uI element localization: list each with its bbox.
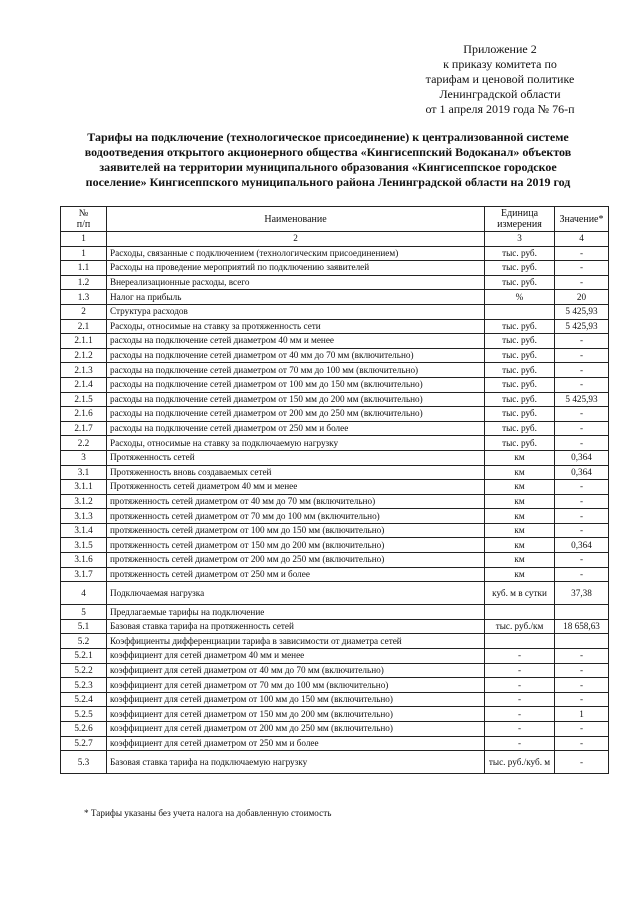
row-number: 3.1.5 bbox=[61, 538, 107, 553]
row-number: 1.3 bbox=[61, 290, 107, 305]
row-unit: тыс. руб. bbox=[485, 421, 555, 436]
index-cell: 4 bbox=[555, 232, 609, 247]
row-value: - bbox=[555, 567, 609, 582]
header-num-line1: № bbox=[78, 208, 89, 219]
row-unit: - bbox=[485, 649, 555, 664]
header-name: Наименование bbox=[107, 207, 485, 232]
row-name: расходы на подключение сетей диаметром от 70 мм до 100 мм (включительно) bbox=[107, 363, 485, 378]
row-unit: тыс. руб. bbox=[485, 392, 555, 407]
row-unit: тыс. руб. bbox=[485, 246, 555, 261]
row-name: коэффициент для сетей диаметром от 250 мм и более bbox=[107, 736, 485, 751]
row-name: Структура расходов bbox=[107, 304, 485, 319]
row-value: - bbox=[555, 509, 609, 524]
row-value: - bbox=[555, 275, 609, 290]
table-row bbox=[61, 553, 609, 568]
table-row bbox=[61, 567, 609, 582]
row-unit: км bbox=[485, 509, 555, 524]
row-value: 18 658,63 bbox=[555, 619, 609, 634]
row-value: - bbox=[555, 480, 609, 495]
row-number: 3.1 bbox=[61, 465, 107, 480]
row-unit: тыс. руб. bbox=[485, 348, 555, 363]
annex-line: Ленинградской области bbox=[439, 87, 561, 101]
row-unit: тыс. руб. bbox=[485, 407, 555, 422]
document-title bbox=[58, 130, 598, 190]
row-number: 2.1.1 bbox=[61, 334, 107, 349]
row-number: 5.2.2 bbox=[61, 663, 107, 678]
row-value: 5 425,93 bbox=[555, 319, 609, 334]
row-value: - bbox=[555, 407, 609, 422]
row-value: 5 425,93 bbox=[555, 392, 609, 407]
row-value: - bbox=[555, 246, 609, 261]
row-name: протяженность сетей диаметром от 70 мм до 100 мм (включительно) bbox=[107, 509, 485, 524]
table-row bbox=[61, 736, 609, 751]
row-number: 2 bbox=[61, 304, 107, 319]
index-cell: 2 bbox=[107, 232, 485, 247]
row-value bbox=[555, 605, 609, 620]
header-value: Значение* bbox=[555, 207, 609, 232]
row-unit: тыс. руб./куб. м bbox=[485, 751, 555, 774]
row-name: коэффициент для сетей диаметром от 70 мм до 100 мм (включительно) bbox=[107, 678, 485, 693]
row-unit: - bbox=[485, 736, 555, 751]
title-line: водоотведения открытого акционерного общества «Кингисеппский Водоканал» объектов bbox=[84, 145, 572, 159]
row-value: - bbox=[555, 261, 609, 276]
row-number: 4 bbox=[61, 582, 107, 605]
row-number: 3.1.6 bbox=[61, 553, 107, 568]
row-name: Протяженность вновь создаваемых сетей bbox=[107, 465, 485, 480]
table-row bbox=[61, 494, 609, 509]
row-value: 37,38 bbox=[555, 582, 609, 605]
row-value: 5 425,93 bbox=[555, 304, 609, 319]
row-value: 0,364 bbox=[555, 450, 609, 465]
row-number: 3 bbox=[61, 450, 107, 465]
row-value: - bbox=[555, 736, 609, 751]
row-number: 5.2.3 bbox=[61, 678, 107, 693]
table-body bbox=[61, 246, 609, 774]
table-row bbox=[61, 334, 609, 349]
row-unit: км bbox=[485, 450, 555, 465]
table-index-row bbox=[61, 232, 609, 247]
table-row bbox=[61, 649, 609, 664]
row-number: 5.2.1 bbox=[61, 649, 107, 664]
row-name: коэффициент для сетей диаметром от 150 мм до 200 мм (включительно) bbox=[107, 707, 485, 722]
row-name: расходы на подключение сетей диаметром от 40 мм до 70 мм (включительно) bbox=[107, 348, 485, 363]
row-value: - bbox=[555, 377, 609, 392]
row-name: Базовая ставка тарифа на подключаемую нагрузку bbox=[107, 751, 485, 774]
row-number: 2.1.3 bbox=[61, 363, 107, 378]
row-value: - bbox=[555, 363, 609, 378]
annex-line: от 1 апреля 2019 года № 76-п bbox=[425, 102, 575, 116]
row-unit: % bbox=[485, 290, 555, 305]
row-name: Налог на прибыль bbox=[107, 290, 485, 305]
row-number: 2.1 bbox=[61, 319, 107, 334]
row-name: Расходы на проведение мероприятий по подключению заявителей bbox=[107, 261, 485, 276]
row-name: протяженность сетей диаметром от 100 мм до 150 мм (включительно) bbox=[107, 523, 485, 538]
row-value: - bbox=[555, 348, 609, 363]
row-number: 2.1.7 bbox=[61, 421, 107, 436]
row-number: 5.2.4 bbox=[61, 692, 107, 707]
row-number: 2.1.4 bbox=[61, 377, 107, 392]
row-name: Базовая ставка тарифа на протяженность сетей bbox=[107, 619, 485, 634]
row-unit: км bbox=[485, 553, 555, 568]
row-name: Протяженность сетей bbox=[107, 450, 485, 465]
row-value bbox=[555, 634, 609, 649]
row-number: 2.1.2 bbox=[61, 348, 107, 363]
row-unit: км bbox=[485, 567, 555, 582]
row-value: - bbox=[555, 494, 609, 509]
table-row bbox=[61, 304, 609, 319]
row-unit: тыс. руб. bbox=[485, 261, 555, 276]
row-name: расходы на подключение сетей диаметром от 150 мм до 200 мм (включительно) bbox=[107, 392, 485, 407]
row-name: Подключаемая нагрузка bbox=[107, 582, 485, 605]
header-unit-line2: измерения bbox=[497, 219, 542, 230]
row-name: коэффициент для сетей диаметром от 40 мм до 70 мм (включительно) bbox=[107, 663, 485, 678]
row-value: - bbox=[555, 649, 609, 664]
row-unit: км bbox=[485, 494, 555, 509]
row-value: - bbox=[555, 678, 609, 693]
table-row bbox=[61, 692, 609, 707]
row-number: 5.1 bbox=[61, 619, 107, 634]
row-unit: тыс. руб. bbox=[485, 377, 555, 392]
index-cell: 1 bbox=[61, 232, 107, 247]
row-unit: тыс. руб. bbox=[485, 319, 555, 334]
table-row bbox=[61, 348, 609, 363]
title-line: заявителей на территории муниципального образования «Кингисеппское городское bbox=[99, 160, 557, 174]
title-line: Тарифы на подключение (технологическое присоединение) к централизованной системе bbox=[87, 130, 569, 144]
row-value: - bbox=[555, 751, 609, 774]
row-number: 1.1 bbox=[61, 261, 107, 276]
row-name: протяженность сетей диаметром от 250 мм и более bbox=[107, 567, 485, 582]
row-name: Расходы, относимые на ставку за протяженность сети bbox=[107, 319, 485, 334]
annex-line: Приложение 2 bbox=[463, 42, 537, 56]
table-row bbox=[61, 261, 609, 276]
row-value: 0,364 bbox=[555, 538, 609, 553]
row-value: - bbox=[555, 421, 609, 436]
table-row bbox=[61, 523, 609, 538]
row-unit: - bbox=[485, 692, 555, 707]
row-name: расходы на подключение сетей диаметром от 100 мм до 150 мм (включительно) bbox=[107, 377, 485, 392]
table-row bbox=[61, 678, 609, 693]
row-unit: тыс. руб. bbox=[485, 275, 555, 290]
row-number: 5.2 bbox=[61, 634, 107, 649]
row-unit: км bbox=[485, 538, 555, 553]
table-row bbox=[61, 392, 609, 407]
row-number: 1.2 bbox=[61, 275, 107, 290]
row-name: Коэффициенты дифференциации тарифа в зависимости от диаметра сетей bbox=[107, 634, 485, 649]
row-value: 1 bbox=[555, 707, 609, 722]
row-name: протяженность сетей диаметром от 150 мм до 200 мм (включительно) bbox=[107, 538, 485, 553]
table-row bbox=[61, 465, 609, 480]
table-row bbox=[61, 634, 609, 649]
row-value: - bbox=[555, 692, 609, 707]
row-value: - bbox=[555, 663, 609, 678]
row-number: 5.3 bbox=[61, 751, 107, 774]
row-name: Предлагаемые тарифы на подключение bbox=[107, 605, 485, 620]
row-value: - bbox=[555, 523, 609, 538]
row-unit bbox=[485, 304, 555, 319]
table-row bbox=[61, 363, 609, 378]
row-name: протяженность сетей диаметром от 40 мм до 70 мм (включительно) bbox=[107, 494, 485, 509]
row-value: - bbox=[555, 334, 609, 349]
row-value: 0,364 bbox=[555, 465, 609, 480]
table-row bbox=[61, 290, 609, 305]
table-row bbox=[61, 605, 609, 620]
row-unit bbox=[485, 634, 555, 649]
row-unit: тыс. руб. bbox=[485, 436, 555, 451]
table-row bbox=[61, 509, 609, 524]
header-unit bbox=[485, 207, 555, 232]
row-unit: тыс. руб./км bbox=[485, 619, 555, 634]
annex-block bbox=[400, 42, 600, 117]
table-row bbox=[61, 722, 609, 737]
annex-line: тарифам и ценовой политике bbox=[425, 72, 575, 86]
row-number: 3.1.1 bbox=[61, 480, 107, 495]
table-row bbox=[61, 538, 609, 553]
table-row bbox=[61, 407, 609, 422]
table-row bbox=[61, 319, 609, 334]
row-name: коэффициент для сетей диаметром от 200 мм до 250 мм (включительно) bbox=[107, 722, 485, 737]
table-row bbox=[61, 480, 609, 495]
row-name: Протяженность сетей диаметром 40 мм и менее bbox=[107, 480, 485, 495]
footnote: * Тарифы указаны без учета налога на добавленную стоимость bbox=[84, 808, 332, 818]
row-number: 5 bbox=[61, 605, 107, 620]
row-unit: - bbox=[485, 722, 555, 737]
row-number: 3.1.2 bbox=[61, 494, 107, 509]
table-row bbox=[61, 582, 609, 605]
row-number: 2.1.5 bbox=[61, 392, 107, 407]
row-number: 5.2.5 bbox=[61, 707, 107, 722]
row-unit bbox=[485, 605, 555, 620]
row-number: 5.2.7 bbox=[61, 736, 107, 751]
title-line: поселение» Кингисеппского муниципального района Ленинградской области на 2019 год bbox=[85, 175, 571, 189]
table-row bbox=[61, 663, 609, 678]
header-unit-line1: Единица bbox=[500, 208, 539, 219]
row-number: 3.1.4 bbox=[61, 523, 107, 538]
row-value: 20 bbox=[555, 290, 609, 305]
annex-line: к приказу комитета по bbox=[443, 57, 557, 71]
row-name: расходы на подключение сетей диаметром от 200 мм до 250 мм (включительно) bbox=[107, 407, 485, 422]
tariffs-table bbox=[60, 206, 609, 774]
row-unit: тыс. руб. bbox=[485, 334, 555, 349]
row-number: 1 bbox=[61, 246, 107, 261]
row-unit: - bbox=[485, 707, 555, 722]
row-name: Расходы, относимые на ставку за подключаемую нагрузку bbox=[107, 436, 485, 451]
table-row bbox=[61, 421, 609, 436]
row-number: 3.1.3 bbox=[61, 509, 107, 524]
row-unit: км bbox=[485, 523, 555, 538]
row-number: 2.1.6 bbox=[61, 407, 107, 422]
table-row bbox=[61, 751, 609, 774]
row-unit: - bbox=[485, 663, 555, 678]
table-row bbox=[61, 707, 609, 722]
header-num-line2: п/п bbox=[76, 219, 91, 230]
row-unit: - bbox=[485, 678, 555, 693]
table-header-row bbox=[61, 207, 609, 232]
table-row bbox=[61, 377, 609, 392]
table-row bbox=[61, 275, 609, 290]
row-name: коэффициент для сетей диаметром от 100 мм до 150 мм (включительно) bbox=[107, 692, 485, 707]
table-row bbox=[61, 246, 609, 261]
index-cell: 3 bbox=[485, 232, 555, 247]
row-number: 5.2.6 bbox=[61, 722, 107, 737]
row-unit: км bbox=[485, 480, 555, 495]
row-value: - bbox=[555, 722, 609, 737]
row-name: расходы на подключение сетей диаметром от 250 мм и более bbox=[107, 421, 485, 436]
table-row bbox=[61, 619, 609, 634]
row-unit: куб. м в сутки bbox=[485, 582, 555, 605]
row-number: 2.2 bbox=[61, 436, 107, 451]
row-value: - bbox=[555, 436, 609, 451]
row-name: Внереализационные расходы, всего bbox=[107, 275, 485, 290]
row-number: 3.1.7 bbox=[61, 567, 107, 582]
row-name: коэффициент для сетей диаметром 40 мм и менее bbox=[107, 649, 485, 664]
row-unit: тыс. руб. bbox=[485, 363, 555, 378]
table-row bbox=[61, 450, 609, 465]
header-num bbox=[61, 207, 107, 232]
row-name: расходы на подключение сетей диаметром 40 мм и менее bbox=[107, 334, 485, 349]
row-unit: км bbox=[485, 465, 555, 480]
table-row bbox=[61, 436, 609, 451]
row-value: - bbox=[555, 553, 609, 568]
row-name: протяженность сетей диаметром от 200 мм до 250 мм (включительно) bbox=[107, 553, 485, 568]
row-name: Расходы, связанные с подключением (технологическим присоединением) bbox=[107, 246, 485, 261]
